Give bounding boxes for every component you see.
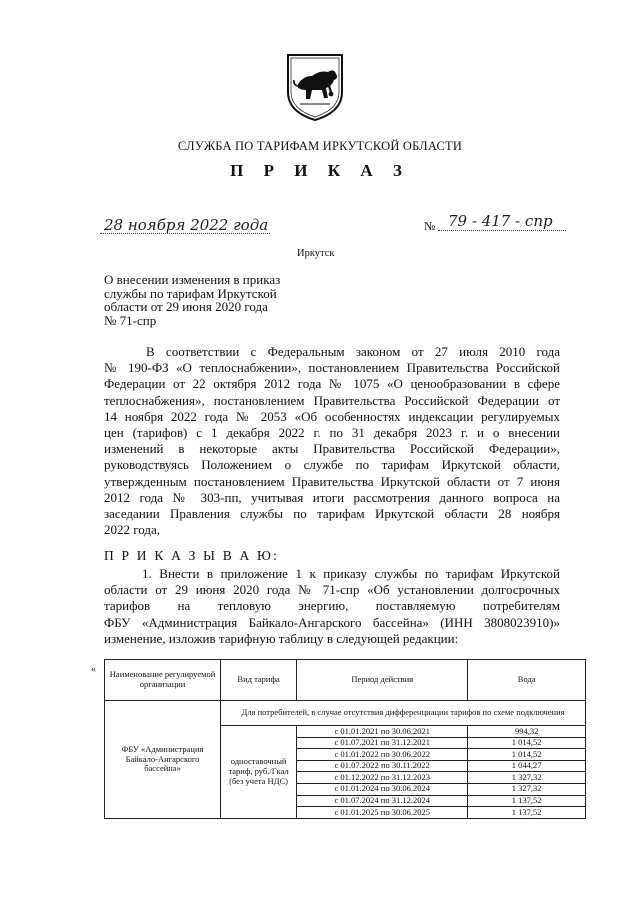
- paragraph-line: 14 ноября 2022 года № 2053 «Об особенностях индексации регулируемых: [104, 408, 560, 424]
- column-header-water: Вода: [468, 660, 586, 701]
- column-header-period: Период действия: [297, 660, 468, 701]
- paragraph-line: 1. Внести в приложение 1 к приказу службы по тарифам Иркутской: [142, 566, 560, 581]
- paragraph-line: 2012 года № 303-пп, учитывая итоги рассмотрения данного вопроса на: [104, 489, 560, 505]
- period-cell: с 01.07.2024 по 31.12.2024: [297, 795, 468, 807]
- paragraph-line: изменений в некоторые акты Правительства Российской Федерации»,: [104, 441, 560, 457]
- water-value-cell: 1 327,32: [468, 783, 586, 795]
- paragraph-line: утвержденным постановлением Правительства Иркутской области от 7 июня: [104, 473, 560, 489]
- paragraph-line: теплоснабжения», постановлением Правительства Российской Федерации от: [104, 392, 560, 408]
- order-subject: [104, 273, 326, 327]
- water-value-cell: 1 137,52: [468, 795, 586, 807]
- paragraph-line: заседании Правления службы по тарифам Иркутской области 28 ноября: [104, 506, 560, 522]
- paragraph-line: ФБУ «Администрация Байкало-Ангарского бассейна» (ИНН 3808023910)»: [104, 614, 560, 630]
- period-cell: с 01.12.2022 по 31.12.2023: [297, 772, 468, 784]
- paragraph-line: цен (тарифов) с 1 декабря 2022 г. по 31 декабря 2023 г. и о внесении: [104, 425, 560, 441]
- number-sign: №: [424, 219, 436, 233]
- paragraph-line: тарифов на тепловую энергию, поставляемую потребителям: [104, 598, 560, 614]
- subject-line: № 71-спр: [104, 312, 157, 328]
- paragraph-line: 2022 года,: [104, 522, 161, 538]
- document-title: П Р И К А З: [230, 161, 410, 180]
- water-value-cell: 1 044,27: [468, 760, 586, 772]
- tariff-type-cell: одноставочный тариф, руб./Гкал (без учета НДС): [221, 726, 297, 819]
- column-header-tariff-type: Вид тарифа: [221, 660, 297, 701]
- paragraph-line: Федерации от 22 октября 2012 года № 1075 «О ценообразовании в сфере: [104, 376, 560, 392]
- handwritten-date: 28 ноября 2022 года: [104, 216, 269, 234]
- column-header-organization: Наименование регулируемой организации: [105, 660, 221, 701]
- paragraph-line: изменение, изложив тарифную таблицу в следующей редакции:: [104, 630, 459, 646]
- consumer-subheader: Для потребителей, в случае отсутствия дифференциации тарифов по схеме подключения: [221, 701, 586, 726]
- water-value-cell: 1 014,52: [468, 749, 586, 761]
- paragraph-line: руководствуясь Положением о службе по тарифам Иркутской области,: [104, 457, 560, 473]
- city: Иркутск: [297, 248, 335, 259]
- item-1-paragraph: [104, 566, 560, 647]
- water-value-cell: 994,32: [468, 726, 586, 738]
- directive-heading: П Р И К А З Ы В А Ю:: [104, 548, 280, 563]
- date-underline: [100, 233, 270, 234]
- subject-line: службы по тарифам Иркутской: [104, 285, 277, 301]
- organization-cell: ФБУ «Администрация Байкало-Ангарского бассейна»: [105, 701, 221, 819]
- period-cell: с 01.07.2021 по 31.12.2021: [297, 737, 468, 749]
- subject-line: О внесении изменения в приказ: [104, 272, 281, 287]
- paragraph-line: области от 29 июня 2020 года № 71-спр «Об установлении долгосрочных: [104, 582, 560, 598]
- handwritten-order-number: 79 - 417 - спр: [448, 212, 553, 230]
- period-cell: с 01.01.2021 по 30.06.2021: [297, 726, 468, 738]
- period-cell: с 01.07.2022 по 30.11.2022: [297, 760, 468, 772]
- number-underline: [438, 230, 566, 231]
- agency-name: СЛУЖБА ПО ТАРИФАМ ИРКУТСКОЙ ОБЛАСТИ: [177, 139, 463, 153]
- opening-quote-mark: «: [91, 664, 96, 675]
- paragraph-line: В соответствии с Федеральным законом от 27 июля 2010 года: [146, 344, 560, 359]
- water-value-cell: 1 327,32: [468, 772, 586, 784]
- preamble-paragraph: [104, 344, 560, 538]
- table-subheader-row: [105, 701, 586, 726]
- paragraph-line: № 190-ФЗ «О теплоснабжении», постановлением Правительства Российской: [104, 360, 560, 376]
- water-value-cell: 1 137,52: [468, 807, 586, 819]
- tariff-table: [104, 659, 586, 819]
- irkutsk-coat-of-arms-icon: [284, 52, 346, 122]
- period-cell: с 01.01.2025 по 30.06.2025: [297, 807, 468, 819]
- period-cell: с 01.01.2024 по 30.06.2024: [297, 783, 468, 795]
- period-cell: с 01.01.2022 по 30.06.2022: [297, 749, 468, 761]
- water-value-cell: 1 014,52: [468, 737, 586, 749]
- subject-line: области от 29 июня 2020 года: [104, 299, 268, 314]
- table-header-row: [105, 660, 586, 701]
